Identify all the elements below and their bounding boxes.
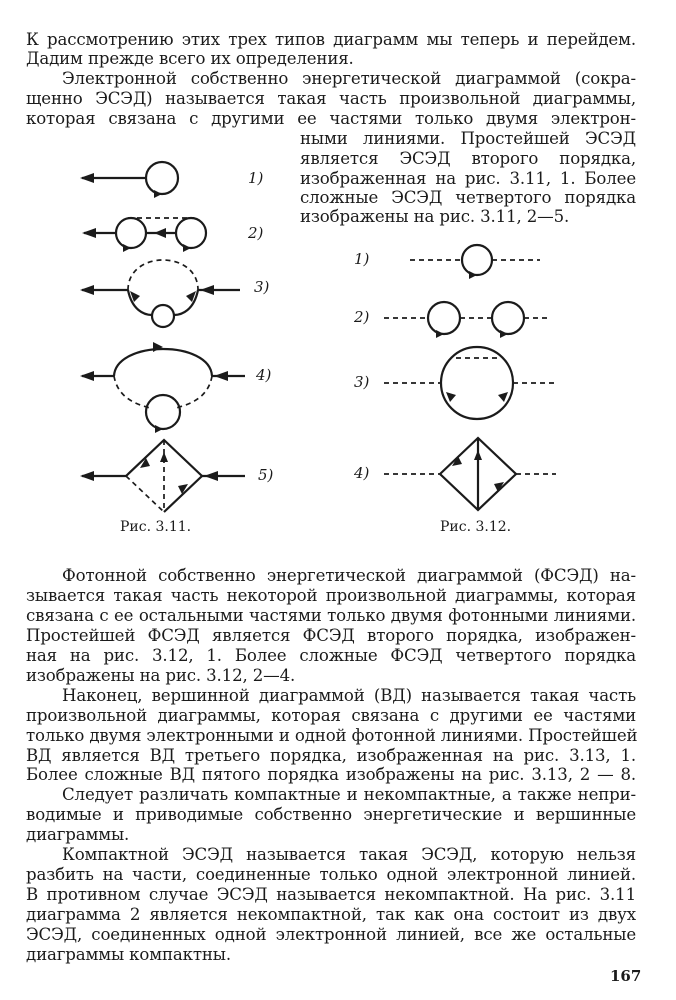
label-3-11-1: 1) — [248, 169, 264, 187]
text-line: Компактной ЭСЭД называется такая ЭСЭД, которую нельзя — [62, 845, 636, 864]
diagram-3-11-4 — [80, 342, 272, 433]
text-line: является ЭСЭД второго порядка, — [300, 149, 636, 168]
text-line: Более сложные ВД пятого порядка изображены на рис. 3.13, 2 — 8. — [26, 765, 636, 784]
text-line: сложные ЭСЭД четвертого порядка — [300, 188, 636, 207]
text-line: К рассмотрению этих трех типов диаграмм мы теперь и перейдем. — [26, 30, 636, 49]
diagram-3-11-5 — [80, 440, 274, 512]
text-line: ЭСЭД, соединенных одной электронной линией, все же остальные — [26, 925, 636, 944]
text-line: диаграмма 2 является некомпактной, так как она состоит из двух — [26, 905, 636, 924]
text-line: Фотонной собственно энергетической диаграммой (ФСЭД) на- — [62, 566, 636, 585]
caption-3-12: Рис. 3.12. — [440, 519, 512, 535]
label-3-12-1: 1) — [354, 250, 370, 268]
text-line: связана с ее остальными частями только двумя фотонными линиями. — [26, 606, 636, 625]
text-line: ная на рис. 3.12, 1. Более сложные ФСЭД четвертого порядка — [26, 646, 636, 665]
text-line: зывается такая часть некоторой произвольной диаграммы, которая — [26, 586, 636, 605]
label-3-11-3: 3) — [254, 278, 270, 296]
text-line: изображены на рис. 3.11, 2—5. — [300, 207, 570, 226]
text-line: щенно ЭСЭД) называется такая часть произвольной диаграммы, — [26, 89, 636, 108]
text-line: Электронной собственно энергетической диаграммой (сокра- — [62, 69, 636, 88]
caption-3-11: Рис. 3.11. — [120, 519, 192, 535]
text-line: диаграммы. — [26, 825, 130, 844]
text-line: разбить на части, соединенные только одной электронной линией. — [26, 865, 636, 884]
text-line: произвольной диаграммы, которая связана с другими ее частями — [26, 706, 636, 725]
label-3-12-4: 4) — [354, 464, 370, 482]
text-line: только двумя электронными и одной фотонной линиями. Простейшей — [26, 726, 638, 745]
diagram-3-11-1 — [80, 162, 264, 198]
text-line: диаграммы компактны. — [26, 945, 231, 964]
text-line: ными линиями. Простейшей ЭСЭД — [300, 129, 636, 148]
label-3-11-2: 2) — [248, 224, 264, 242]
diagram-3-12-3 — [354, 347, 556, 419]
text-line: Простейшей ФСЭД является ФСЭД второго порядка, изображен- — [26, 626, 636, 645]
figure-3-12 — [350, 240, 610, 500]
text-line: Дадим прежде всего их определения. — [26, 49, 354, 68]
diagram-3-12-2 — [353, 302, 550, 338]
label-3-12-2: 2) — [354, 308, 370, 326]
text-line: изображенная на рис. 3.11, 1. Более — [300, 169, 636, 188]
diagram-3-11-2 — [82, 218, 264, 252]
text-line: изображены на рис. 3.12, 2—4. — [26, 666, 296, 685]
text-line: Следует различать компактные и некомпактные, а также непри- — [62, 785, 636, 804]
figure-3-11 — [70, 150, 360, 550]
page-number: 167 — [610, 967, 642, 985]
text-line: Наконец, вершинной диаграммой (ВД) называется такая часть — [62, 686, 636, 705]
text-line: которая связана с другими ее частями только двумя электрон- — [26, 109, 636, 128]
label-3-12-3: 3) — [354, 373, 370, 391]
diagram-3-12-4 — [353, 438, 556, 510]
text-line: ВД является ВД третьего порядка, изображенная на рис. 3.13, 1. — [26, 746, 636, 765]
text-line: В противном случае ЭСЭД называется некомпактной. На рис. 3.11 — [26, 885, 636, 904]
diagram-3-12-1 — [354, 245, 540, 279]
label-3-11-5: 5) — [258, 466, 274, 484]
label-3-11-4: 4) — [256, 366, 272, 384]
diagram-3-11-3 — [80, 260, 270, 327]
text-line: водимые и приводимые собственно энергетические и вершинные — [26, 805, 636, 824]
